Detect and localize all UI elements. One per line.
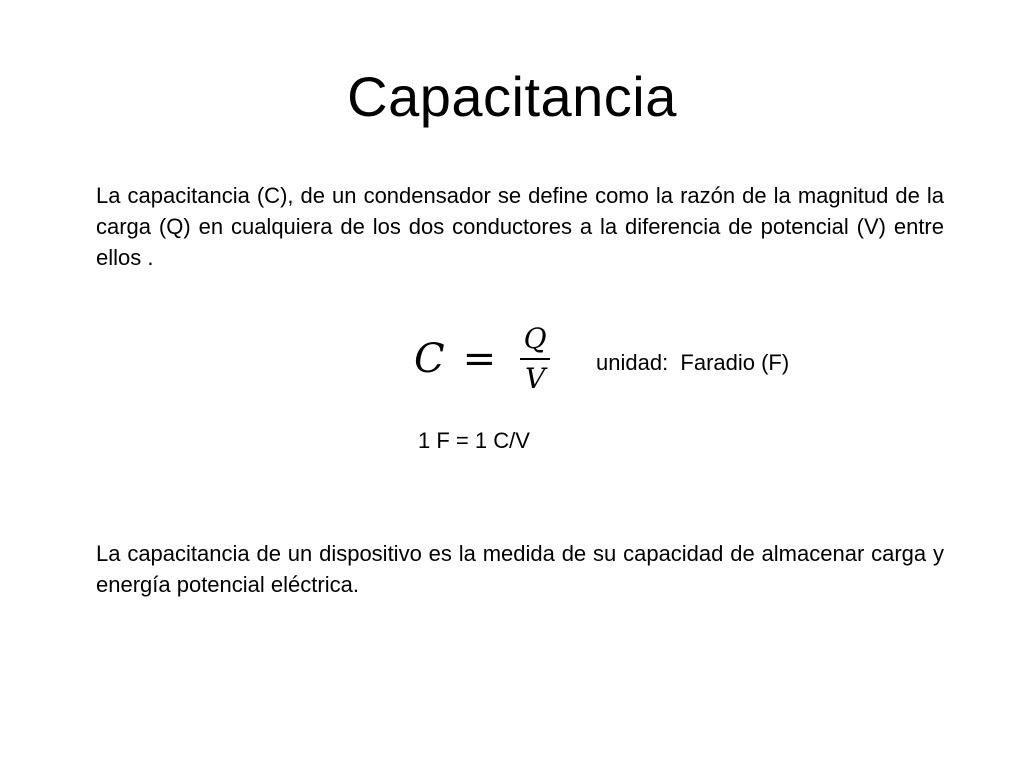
fraction-denominator: V bbox=[525, 362, 546, 395]
capacity-paragraph: La capacitancia de un dispositivo es la medida de su capacidad de almacenar carga y energía potencial eléctrica. bbox=[96, 541, 944, 597]
formula-fraction bbox=[518, 323, 552, 395]
formula-lhs: C bbox=[414, 336, 445, 382]
formula-equals: = bbox=[462, 336, 497, 382]
slide-title: Capacitancia bbox=[347, 65, 677, 128]
fraction-bar bbox=[520, 358, 550, 360]
unit-equivalence: 1 F = 1 C/V bbox=[418, 428, 530, 453]
capacitance-formula bbox=[414, 318, 552, 400]
fraction-numerator: Q bbox=[523, 322, 547, 355]
definition-paragraph: La capacitancia (C), de un condensador se define como la razón de la magnitud de la carga (Q) en cualquiera de los dos conductores a la diferencia de potencial (V) entre ellos . bbox=[96, 183, 944, 270]
unit-label: unidad: Faradio (F) bbox=[596, 350, 790, 375]
